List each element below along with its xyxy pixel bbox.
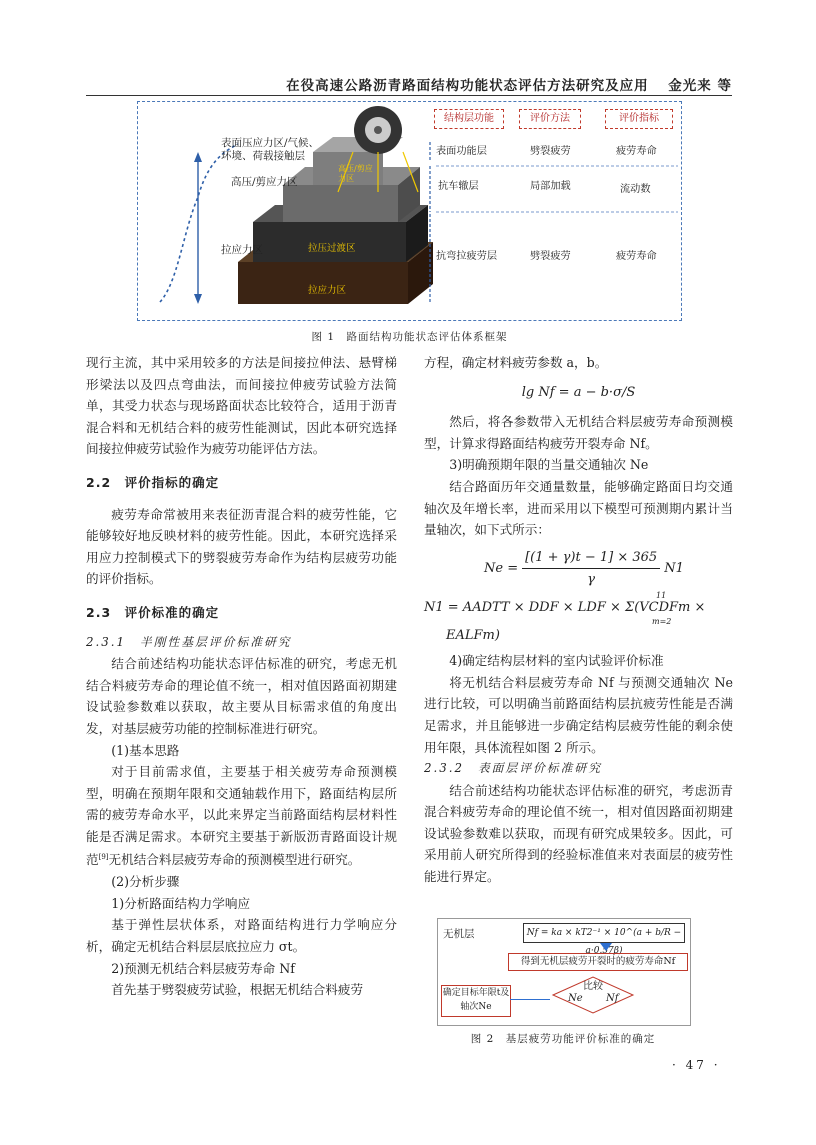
arrow-connector-icon (510, 999, 550, 1000)
figure-2-compare-label: 比较 (583, 981, 603, 992)
left-paragraph-1: 现行主流，其中采用较多的方法是间接拉伸法、悬臂梯形梁法以及四点弯曲法，而间接拉伸疲劳试验方法简单，其受力状态与现场路面状态比较符合，适用于沥青混合料和无机结合料的疲劳性能测试，因此本研究选择间接拉伸疲劳试验作为疲劳功能评估方法。 (86, 355, 397, 457)
right-paragraph-4: 将无机结合料层疲劳寿命 Nf 与预测交通轴次 Ne 进行比较，可以明确当前路面结构层抗疲劳性能是否满足需求，并且能够进一步确定结构层疲劳性能的剩余使用年限，具体流程如图 2 所示。 (424, 674, 733, 755)
equation-n1-cont: EALFm) (446, 627, 500, 643)
row-1-layer: 表面功能层 (436, 146, 487, 157)
equation-ne-denominator: γ (587, 572, 596, 588)
reference-9[interactable]: [9] (98, 853, 109, 862)
zone-label-shear: 高压/剪应力区 (231, 176, 298, 188)
equation-n1-sum-bottom: m=2 (652, 616, 672, 626)
equation-n1-text: N1 = AADTT × DDF × LDF × Σ(VCDFm × (424, 599, 706, 615)
section-2-3-2-heading: 2.3.2 表面层评价标准研究 (424, 761, 602, 776)
section-2-3-1-heading: 2.3.1 半刚性基层评价标准研究 (86, 634, 292, 649)
figure-2-target-box: 确定目标年限t及轴次Ne (441, 985, 511, 1017)
item-step-4: 4)确定结构层材料的室内试验评价标准 (449, 653, 664, 669)
block-label-shear: 高压/剪应力区 (338, 164, 373, 183)
left-paragraph-2: 疲劳寿命常被用来表征沥青混合料的疲劳性能，它能够较好地反映材料的疲劳性能。因此，本研究选择采用应力控制模式下的劈裂疲劳寿命作为结构层疲劳功能的评价指标。 (86, 506, 397, 587)
left-paragraph-4-tail: 无机结合料层疲劳寿命的预测模型进行研究。 (108, 852, 361, 868)
table-header-method: 评价方法 (519, 109, 581, 129)
block-label-transition: 拉压过渡区 (308, 243, 356, 254)
zone-label-tension: 拉应力区 (221, 244, 263, 256)
figure-2-ne-label: Ne (568, 993, 583, 1004)
item-step-2: 2)预测无机结合料层疲劳寿命 Nf (111, 960, 295, 976)
figure-2-formula: Nf = ka × kT2⁻¹ × 10^(a + b/R − a·0.57β) (523, 923, 685, 943)
figure-2 (437, 918, 691, 1026)
figure-2-layer-label: 无机层 (443, 928, 475, 940)
running-header (86, 74, 732, 94)
equation-n1-sum-top: 11 (656, 590, 667, 600)
row-2-index: 流动数 (620, 184, 651, 195)
item-step-3: 3)明确预期年限的当量交通轴次 Ne (449, 457, 649, 473)
right-paragraph-1: 方程，确定材料疲劳参数 a，b。 (424, 355, 608, 370)
block-label-tension: 拉应力区 (308, 285, 347, 296)
arrow-down-icon (600, 943, 612, 951)
right-column (424, 352, 733, 888)
equation-ne-numerator: [(1 + γ)t − 1] × 365 (522, 547, 660, 570)
row-2-layer: 抗车辙层 (438, 181, 479, 192)
block-upper (283, 185, 398, 222)
zone-label-surface-2: 环境、荷载接触层 (221, 150, 305, 162)
figure-1-graphic (138, 102, 680, 319)
figure-2-step-box: 得到无机层疲劳开裂时的疲劳寿命Nf (508, 953, 688, 971)
table-header-index: 评价指标 (605, 109, 673, 129)
equation-ne-lhs: Ne = (484, 561, 519, 577)
row-2-method: 局部加载 (530, 181, 571, 192)
equation-n1 (424, 590, 733, 626)
header-authors: 金光来 等 (668, 78, 732, 94)
figure-2-caption: 图 2 基层疲劳功能评价标准的确定 (470, 1033, 656, 1045)
row-3-method: 劈裂疲劳 (530, 251, 571, 262)
row-3-index: 疲劳寿命 (616, 251, 657, 262)
section-2-3-heading: 2.3 评价标准的确定 (86, 604, 220, 620)
right-paragraph-3: 结合路面历年交通量数量，能够确定路面日均交通轴次及年增长率，进而采用以下模型可预测期内累计当量轴次，如下式所示： (424, 478, 733, 538)
left-paragraph-6: 首先基于劈裂疲劳试验，根据无机结合料疲劳 (111, 982, 364, 998)
equation-fatigue: lg Nf = a − b·σ/S (521, 384, 636, 400)
left-paragraph-3: 结合前述结构功能状态评估标准的研究，考虑无机结合料疲劳寿命的理论值不统一，相对值因路面初期建设试验参数难以获取，故主要从目标需求值的角度出发，对基层疲劳功能的控制标准进行研究。 (86, 656, 397, 736)
zone-label-surface-1: 表面压应力区/气候、 (221, 137, 320, 149)
figure-1-caption: 图 1 路面结构功能状态评估体系框架 (311, 331, 508, 343)
table-header-layer: 结构层功能 (434, 109, 504, 129)
left-paragraph-4 (86, 761, 397, 871)
row-1-index: 疲劳寿命 (616, 146, 657, 157)
figure-2-nf-label: Nf (606, 993, 619, 1004)
header-rule (86, 95, 732, 96)
item-basic-idea: (1)基本思路 (111, 742, 180, 758)
item-analysis-steps: (2)分析步骤 (111, 874, 180, 890)
row-1-method: 劈裂疲劳 (530, 146, 571, 157)
item-step-1: 1)分析路面结构力学响应 (111, 895, 251, 911)
left-paragraph-4-text: 对于目前需求值，主要基于相关疲劳寿命预测模型，明确在预期年限和交通轴载作用下，路面结构层所需的疲劳寿命水平，以此来界定当前路面结构层材料性能是否满足需求。本研究主要基于新版沥青路面设计规范 (86, 764, 397, 868)
left-column (86, 352, 397, 1001)
stress-curve (160, 144, 238, 302)
left-paragraph-5: 基于弹性层状体系，对路面结构进行力学响应分析，确定无机结合料层层底拉应力 σt。 (86, 917, 397, 955)
row-3-layer: 抗弯拉疲劳层 (436, 251, 498, 262)
equation-ne (484, 547, 733, 591)
header-title: 在役高速公路沥青路面结构功能状态评估方法研究及应用 (286, 78, 649, 94)
right-paragraph-2: 然后，将各参数带入无机结合料层疲劳寿命预测模型，计算求得路面结构疲劳开裂寿命 Nf。 (424, 414, 733, 451)
section-2-2-heading: 2.2 评价指标的确定 (86, 474, 220, 490)
figure-1 (137, 101, 682, 321)
right-paragraph-5: 结合前述结构功能状态评估标准的研究，考虑沥青混合料疲劳寿命的理论值不统一，相对值因路面初期建设试验参数难以获取，而现有研究成果较多。因此，可采用前人研究所得到的经验标准值来对表面层的疲劳性能进行界定。 (424, 782, 733, 885)
equation-ne-tail: N1 (664, 561, 684, 577)
page-number: · 47 · (672, 1058, 721, 1072)
